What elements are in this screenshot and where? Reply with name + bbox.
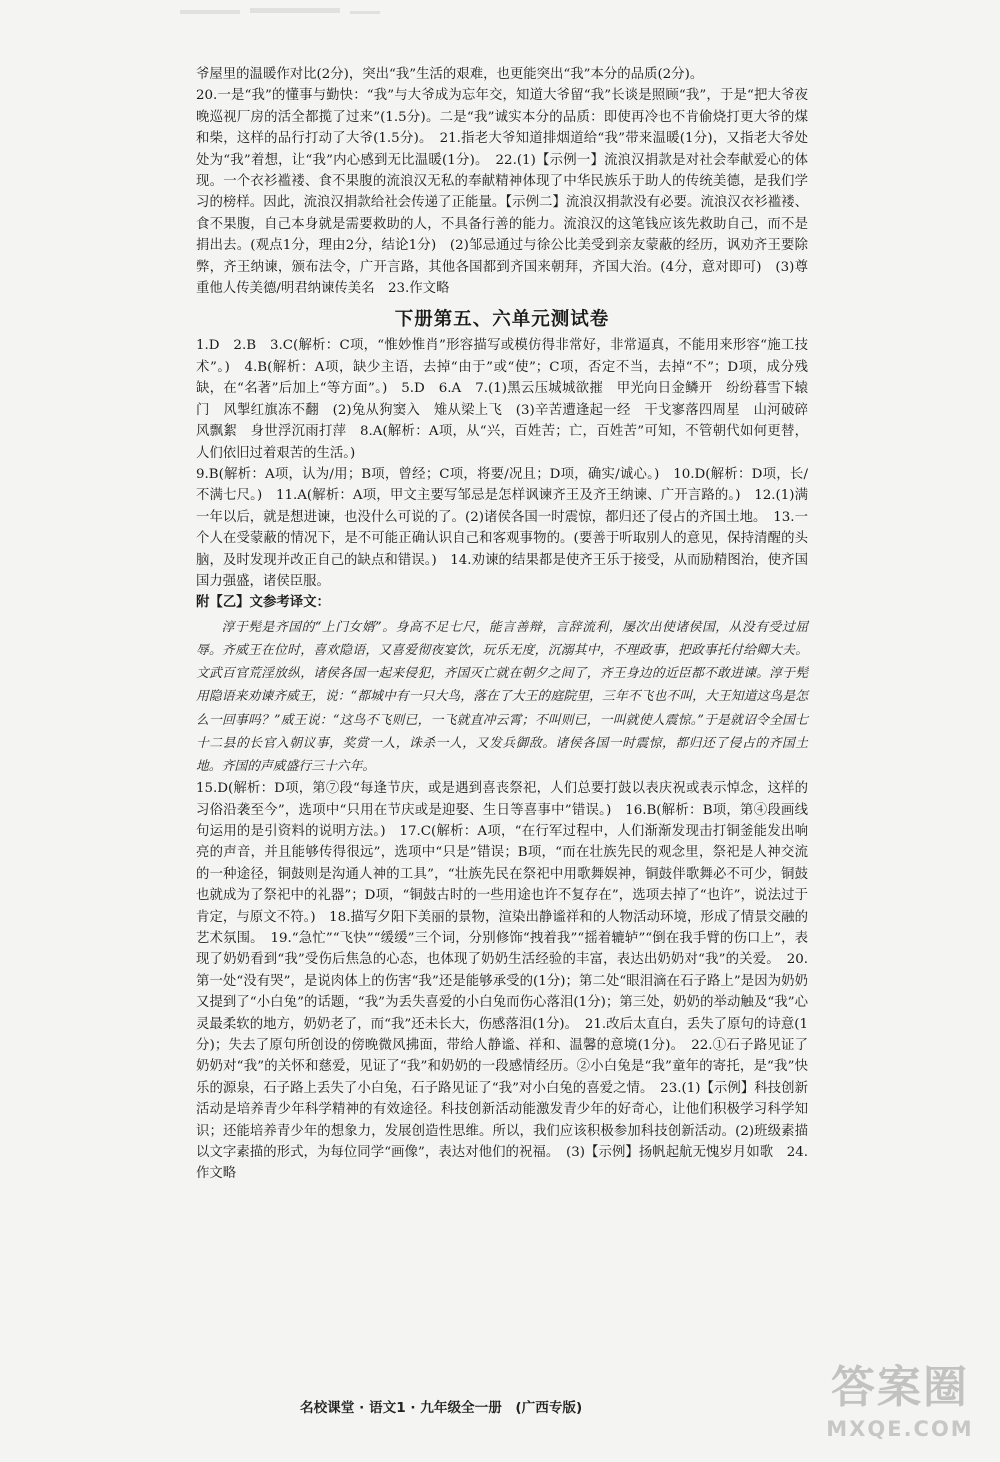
paragraph-answers-1-8: 1.D 2.B 3.C(解析：C项，“惟妙惟肖”形容描写或模仿得非常好，非常逼真，不能用来形容“施工技术”。) 4.B(解析：A项，缺少主语，去掉“由于”或“使”；C项，否定不当，去掉“不”；D项，成分残缺，在“名著”后加上“等方面”。) 5.D 6.A 7.(1)黑云压城城欲摧 甲光向日金鳞开 纷纷暮雪下辕门 风掣红旗冻不翻 (2)兔从狗窦入 雉从梁上飞 (3)辛苦遭逢起一经 干戈寥落四周星 山河破碎风飘絮 身世浮沉雨打萍 8.A(解析：A项，从“兴，百姓苦；亡，百姓苦”可知，不管朝代如何更替，人们依旧过着艰苦的生活。) [196, 338, 808, 461]
watermark-logo: 答案圈 [831, 1362, 969, 1413]
paragraph-answers-9-14: 9.B(解析：A项，认为/用；B项，曾经；C项，将要/况且；D项，确实/诚心。) 10.D(解析：D项，长/不满七尺。) 11.A(解析：A项，甲文主要写邹忌是怎样讽谏齐王及齐王纳谏、广开言路的。) 12.(1)满一年以后，就是想进谏，也没什么可说的了。(2)诸侯各国一时震惊，都归还了侵占的齐国土地。 13.一个人在受蒙蔽的情况下，是不可能正确认识自己和客观事物的。(要善于听取别人的意见，保持清醒的头脑，及时发现并改正自己的缺点和错误。) 14.劝谏的结果都是使齐王乐于接受，从而励精图治，使齐国国力强盛，诸侯臣服。 [196, 466, 808, 589]
paragraph-answers-15-24: 15.D(解析：D项，第⑦段“每逢节庆，或是遇到喜丧祭祀，人们总要打鼓以表庆祝或表示悼念，这样的习俗沿袭至今”，选项中“只用在节庆或是迎娶、生日等喜事中”错误。) 16.B(解析：B项，第④段画线句运用的是引资料的说明方法。) 17.C(解析：A项，“在行军过程中，人们渐渐发现击打铜釜能发出响亮的声音，并且能够传得很远”，选项中“只是”错误；B项，“而在壮族先民的观念里，祭祀是人神交流的一种途径，铜鼓则是沟通人神的工具”，“壮族先民在祭祀中用歌舞娱神，铜鼓伴歌舞必不可少，铜鼓也就成为了祭祀中的礼器”；D项，“铜鼓古时的一些用途也许不复存在”，选项去掉了“也许”，说法过于肯定，与原文不符。) 18.描写夕阳下美丽的景物，渲染出静谧祥和的人物活动环境，形成了情景交融的艺术氛围。 19.“急忙”“飞快”“缓缓”三个词，分别修饰“拽着我”“摇着辘轳”“倒在我手臂的伤口上”，表现了奶奶看到“我”受伤后焦急的心态，也体现了奶奶生活经验的丰富，表达出奶奶对“我”的关爱。 20.第一处“没有哭”，是说肉体上的伤害“我”还是能够承受的(1分)；第二处“眼泪滴在石子路上”是因为奶奶又提到了“小白兔”的话题，“我”为丢失喜爱的小白兔而伤心落泪(1分)；第三处，奶奶的举动触及“我”心灵最柔软的地方，奶奶老了，而“我”还未长大，伤感落泪(1分)。 21.改后太直白，丢失了原句的诗意(1分)；失去了原句所创设的傍晚微风拂面，带给人静谧、祥和、温馨的意境(1分)。 22.①石子路见证了奶奶对“我”的关怀和慈爱，见证了“我”和奶奶的一段感情经历。②小白兔是“我”童年的寄托，是“我”快乐的源泉，石子路上丢失了小白兔，石子路见证了“我”对小白兔的喜爱之情。 23.(1)【示例】科技创新活动是培养青少年科学精神的有效途径。科技创新活动能激发青少年的好奇心，让他们积极学习科学知识；还能培养青少年的想象力，发展创造性思维。所以，我们应该积极参加科技创新活动。(2)班级素描 以文字素描的形式，为每位同学“画像”，表达对他们的祝福。 (3)【示例】扬帆起航无愧岁月如歌 24.作文略 [196, 781, 822, 1182]
appendix-title: 附【乙】文参考译文： [196, 595, 330, 611]
section-title: 下册第五、六单元测试卷 [394, 309, 610, 331]
translation-text: 淳于髡是齐国的“上门女婿”。身高不足七尺，能言善辩，言辞流利，屡次出使诸侯国，从没有受过屈辱。齐威王在位时，喜欢隐语，又喜爱彻夜宴饮，玩乐无度，沉溺其中，不理政事，把政事托付给卿大夫。文武百官荒淫放纵，诸侯各国一起来侵犯，齐国灭亡就在朝夕之间了，齐王身边的近臣都不敢进谏。淳于髡用隐语来劝谏齐威王，说：“都城中有一只大鸟，落在了大王的庭院里，三年不飞也不叫，大王知道这鸟是怎么一回事吗？”威王说：“这鸟不飞则已，一飞就直冲云霄；不叫则已，一叫就使人震惊。”于是就诏令全国七十二县的长官入朝议事，奖赏一人，诛杀一人，又发兵御敌。诸侯各国一时震惊，都归还了侵占的齐国土地。齐国的声威盛行三十六年。 [196, 619, 808, 774]
paragraph-continued: 爷屋里的温暖作对比(2分)，突出“我”生活的艰难，也更能突出“我”本分的品质(2分)。 [196, 67, 704, 82]
watermark-url: MXQE.COM [826, 1417, 974, 1441]
paragraph-answers-20-23: 20.一是“我”的懂事与勤快：“我”与大爷成为忘年交，知道大爷留“我”长谈是照顾“我”，于是“把大爷夜晚巡视厂房的活全都揽了过来”(1.5分)。二是“我”诚实本分的品质：即使再冷也不肯偷烧打更大爷的煤和柴，这样的品行打动了大爷(1.5分)。 21.指老大爷知道排烟道给“我”带来温暖(1分)，又指老大爷处处为“我”着想，让“我”内心感到无比温暖(1分)。 22.(1)【示例一】流浪汉捐款是对社会奉献爱心的体现。一个衣衫褴褛、食不果腹的流浪汉无私的奉献精神体现了中华民族乐于助人的传统美德，是我们学习的榜样。因此，流浪汉捐款给社会传递了正能量。【示例二】流浪汉捐款没有必要。流浪汉衣衫褴褛、食不果腹，自己本身就是需要救助的人，不具备行善的能力。流浪汉的这笔钱应该先救助自己，而不是捐出去。(观点1分，理由2分，结论1分) (2)邹忌通过与徐公比美受到亲友蒙蔽的经历，讽劝齐王要除弊，齐王纳谏，颁布法令，广开言路，其他各国都到齐国来朝拜，齐国大治。(4分，意对即可) (3)尊重他人传美德/明君纳谏传美名 23.作文略 [196, 88, 808, 297]
page-footer: 名校课堂 · 语文1 · 九年级全一册 (广西专版) [300, 1400, 583, 1416]
watermark [812, 1360, 988, 1452]
answer-page [196, 64, 822, 1394]
scan-smudge [180, 4, 380, 22]
